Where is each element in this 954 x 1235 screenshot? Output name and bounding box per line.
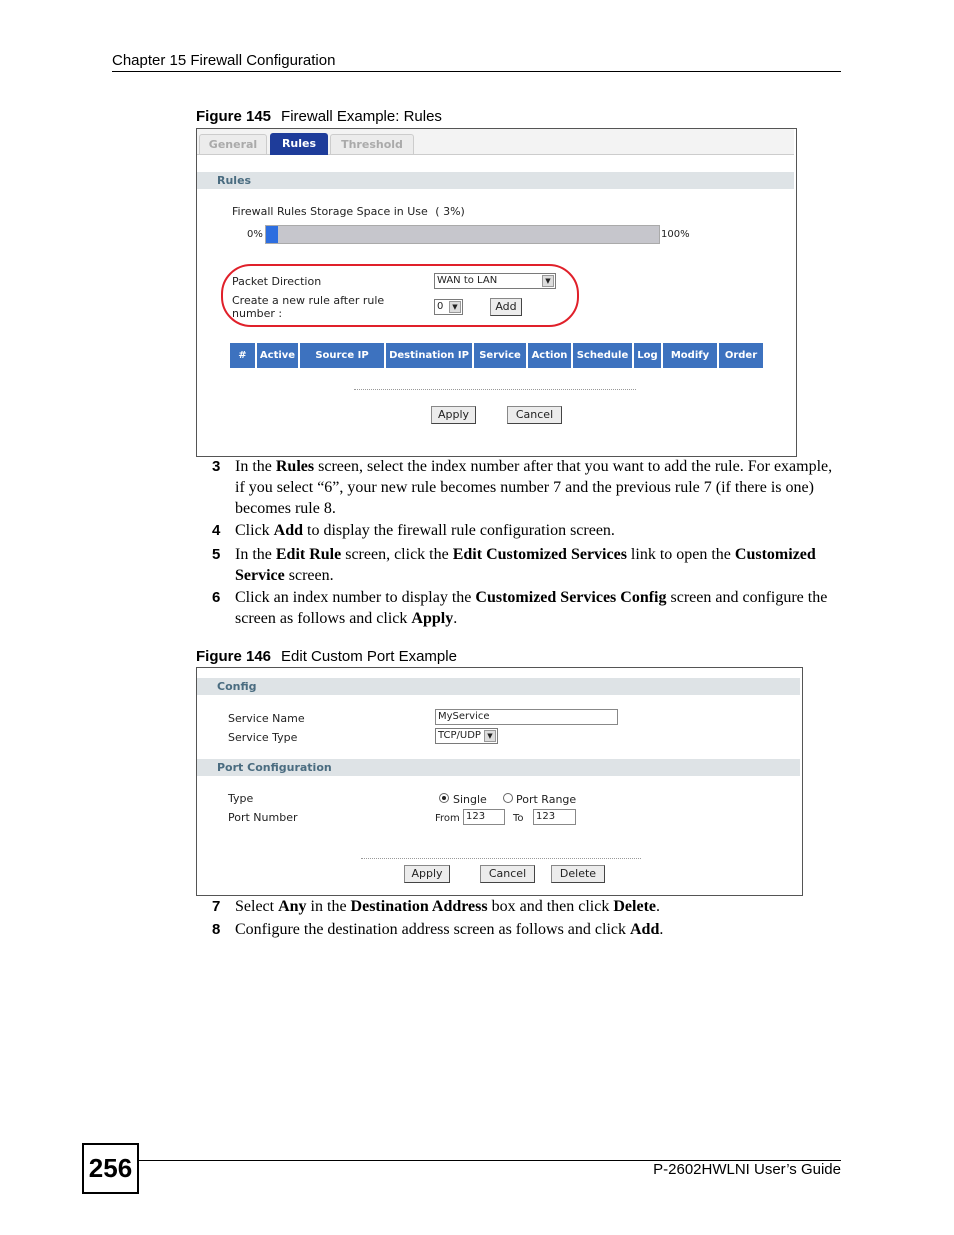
chevron-down-icon: ▼	[484, 730, 496, 742]
th-modify: Modify	[663, 343, 717, 368]
storage-progress-fill	[266, 226, 278, 243]
dotted-divider	[361, 858, 641, 859]
storage-label-text: Firewall Rules Storage Space in Use	[232, 205, 428, 218]
from-label: From	[435, 813, 460, 824]
rules-section-bar: Rules	[197, 172, 794, 189]
tab-threshold[interactable]: Threshold	[330, 134, 414, 154]
step-text: In the Rules screen, select the index number after that you want to add the rule. For example, if you select “6”, your new rule becomes number 7 and the previous rule 7 (if there is one) becomes rule 8.	[235, 458, 833, 517]
th-service: Service	[474, 343, 526, 368]
th-schedule: Schedule	[573, 343, 632, 368]
step-text: In the Edit Rule screen, click the Edit Customized Services link to open the Customized Service screen.	[235, 546, 816, 584]
step-number: 7	[212, 898, 221, 915]
step-text: Select Any in the Destination Address box and then click Delete.	[235, 898, 660, 915]
type-label: Type	[228, 792, 254, 805]
th-destination-ip: Destination IP	[386, 343, 472, 368]
figure-145-screenshot	[196, 128, 797, 457]
figure-146-caption	[196, 648, 457, 665]
storage-label	[232, 205, 465, 218]
port-number-label: Port Number	[228, 811, 298, 824]
tab-rules[interactable]: Rules	[270, 133, 328, 155]
radio-port-range[interactable]	[503, 793, 513, 803]
tab-bar	[197, 129, 794, 155]
apply-button[interactable]: Apply	[431, 406, 476, 424]
packet-direction-value: WAN to LAN	[437, 275, 498, 286]
dotted-divider	[354, 389, 636, 390]
service-type-value: TCP/UDP	[438, 730, 481, 741]
radio-single[interactable]	[439, 793, 449, 803]
step-number: 5	[212, 546, 221, 563]
chevron-down-icon: ▼	[449, 301, 461, 313]
packet-direction-label: Packet Direction	[232, 275, 322, 288]
storage-value: ( 3%)	[435, 205, 465, 218]
service-type-select[interactable]	[435, 728, 498, 744]
step-number: 8	[212, 921, 221, 938]
delete-button[interactable]: Delete	[551, 865, 605, 883]
cancel-button[interactable]: Cancel	[507, 406, 562, 424]
figure-146-label: Figure 146	[196, 648, 272, 665]
add-button[interactable]: Add	[490, 298, 522, 316]
rule-number-value: 0	[437, 301, 444, 312]
to-port-input[interactable]: 123	[533, 809, 576, 825]
step-number: 6	[212, 589, 221, 606]
new-rule-label-line2: number :	[232, 307, 283, 320]
service-type-label: Service Type	[228, 731, 298, 744]
th-order: Order	[719, 343, 763, 368]
figure-146-screenshot	[196, 667, 803, 896]
bar-max-label: 100%	[661, 229, 690, 240]
port-config-section-bar: Port Configuration	[197, 759, 800, 776]
th-action: Action	[528, 343, 571, 368]
radio-port-range-label: Port Range	[516, 793, 577, 806]
radio-single-label: Single	[453, 793, 487, 806]
service-name-label: Service Name	[228, 712, 305, 725]
step-text: Configure the destination address screen as follows and click Add.	[235, 921, 664, 938]
step-text: Click Add to display the firewall rule configuration screen.	[235, 522, 615, 539]
figure-145-title: Firewall Example: Rules	[281, 108, 442, 125]
tab-general[interactable]: General	[199, 134, 267, 154]
from-port-input[interactable]: 123	[463, 809, 505, 825]
th-log: Log	[634, 343, 661, 368]
bar-min-label: 0%	[247, 229, 263, 240]
to-label: To	[513, 813, 524, 824]
figure-145-label: Figure 145	[196, 108, 272, 125]
rule-number-select[interactable]	[434, 299, 463, 315]
chapter-header: Chapter 15 Firewall Configuration	[112, 52, 336, 69]
header-rule	[112, 71, 841, 72]
guide-title: P-2602HWLNI User’s Guide	[653, 1161, 841, 1178]
step-number: 3	[212, 458, 221, 475]
th-active: Active	[257, 343, 298, 368]
step-text: Click an index number to display the Customized Services Config screen and configure the screen as follows and click Apply.	[235, 589, 828, 627]
service-name-input[interactable]: MyService	[435, 709, 618, 725]
th-index: #	[230, 343, 255, 368]
cancel-button[interactable]: Cancel	[480, 865, 535, 883]
figure-146-title: Edit Custom Port Example	[281, 648, 457, 665]
figure-145-caption	[196, 108, 442, 125]
page-number: 256	[82, 1143, 139, 1194]
step-number: 4	[212, 522, 221, 539]
new-rule-label-line1: Create a new rule after rule	[232, 294, 385, 307]
new-rule-label	[232, 294, 384, 320]
apply-button[interactable]: Apply	[404, 865, 450, 883]
packet-direction-select[interactable]	[434, 273, 556, 289]
chevron-down-icon: ▼	[542, 275, 554, 287]
storage-progress-bar	[265, 225, 660, 244]
config-section-bar: Config	[197, 678, 800, 695]
th-source-ip: Source IP	[300, 343, 384, 368]
